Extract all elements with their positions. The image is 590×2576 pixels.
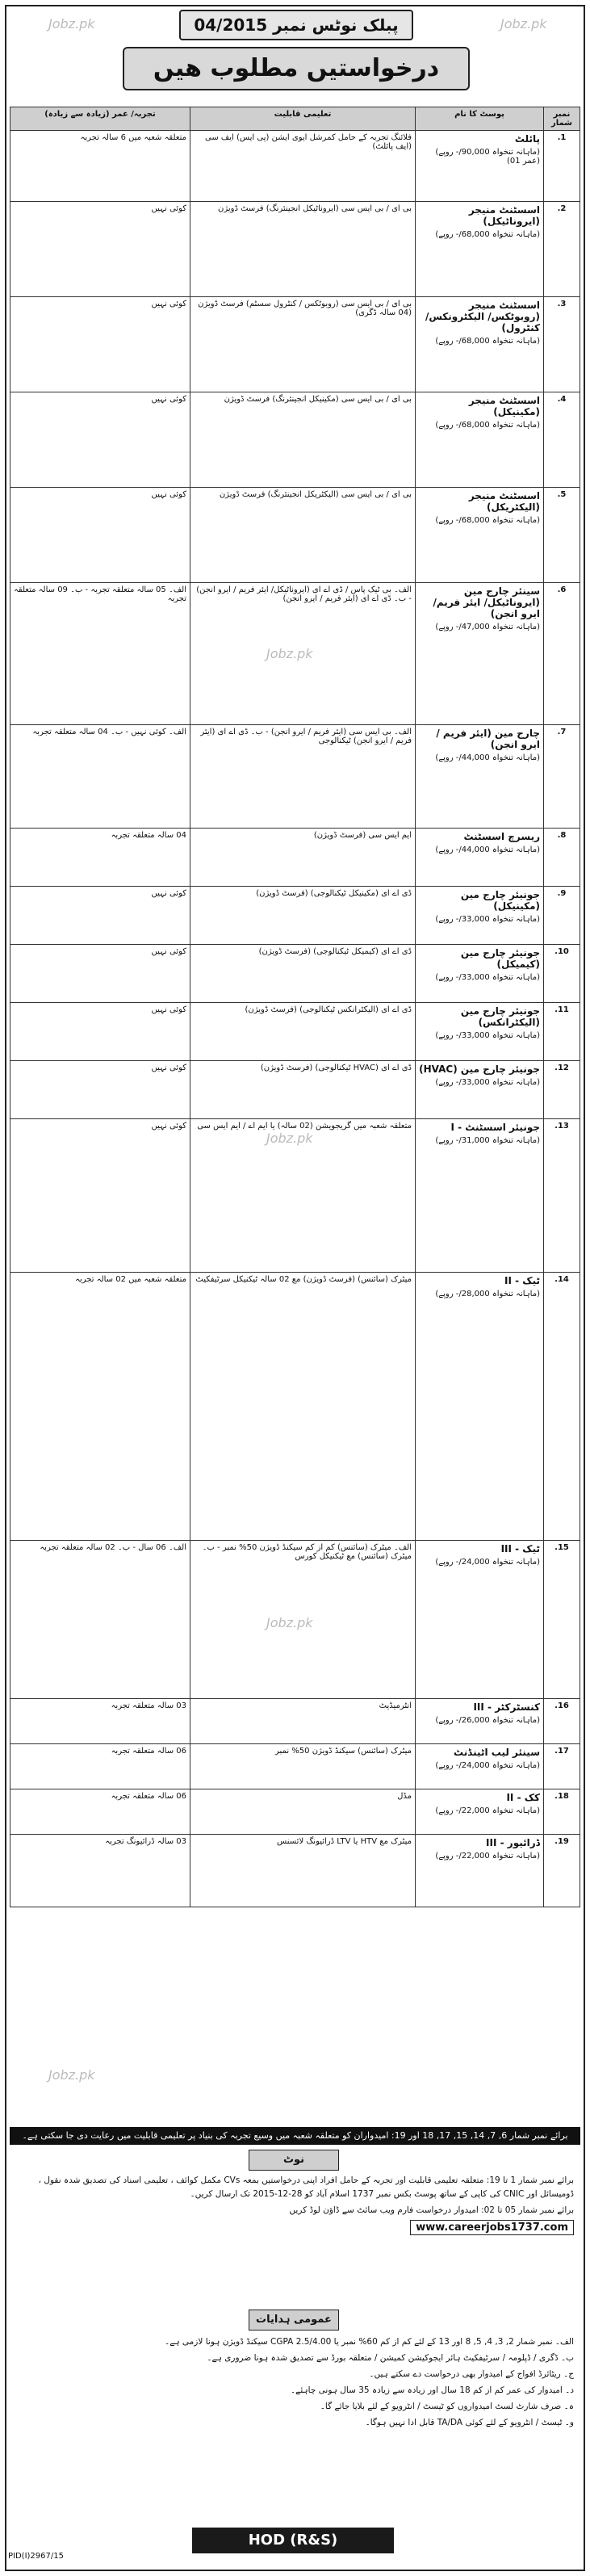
salary-scale: (ماہانہ تنخواہ 47,000/- روپے) xyxy=(435,623,540,631)
row-number: 4. xyxy=(544,392,580,488)
experience-cell: 03 سالہ ڈرائیونگ تجربہ xyxy=(10,1835,190,1907)
qualification-cell: ڈی اے ای (HVAC ٹیکنالوجی) (فرسٹ ڈویژن) xyxy=(190,1061,416,1119)
post-cell xyxy=(416,1744,544,1789)
row-number: 3. xyxy=(544,297,580,392)
post-cell xyxy=(416,202,544,297)
qualification-cell: الف۔ میٹرک (سائنس) کم از کم سیکنڈ ڈویژن 50% نمبر - ب۔ میٹرک (سائنس) مع ٹیکنیکل کورس xyxy=(190,1541,416,1699)
post-title: جونیئر اسسٹنٹ - I xyxy=(450,1122,540,1133)
post-cell xyxy=(416,583,544,725)
header xyxy=(10,10,580,103)
row-number: 18. xyxy=(544,1789,580,1835)
header-post: پوسٹ کا نام xyxy=(416,107,544,131)
general-6: و۔ ٹیسٹ / انٹرویو کے لئے کوئی TA/DA قابل ادا نہیں ہوگا۔ xyxy=(365,2418,574,2427)
salary-scale: (ماہانہ تنخواہ 31,000/- روپے) xyxy=(435,1136,540,1145)
general-4: د۔ امیدوار کی عمر کم از کم 18 سال اور زیادہ سے زیادہ 35 سال ہونی چاہئے۔ xyxy=(291,2385,574,2395)
footer-hod: HOD (R&S) xyxy=(192,2528,394,2553)
post-cell xyxy=(416,488,544,583)
qualification-cell: میٹرک (سائنس) سیکنڈ ڈویژن 50% نمبر xyxy=(190,1744,416,1789)
post-title: چارج مین (ایئر فریم / ایرو انجن) xyxy=(436,728,540,750)
experience-cell: کوئی نہیں xyxy=(10,1061,190,1119)
row-number: 16. xyxy=(544,1699,580,1744)
header-experience: تجربہ/ عمر (زیادہ سے زیادہ) xyxy=(10,107,190,131)
post-cell xyxy=(416,1789,544,1835)
experience-cell: 04 سالہ متعلقہ تجربہ xyxy=(10,829,190,887)
experience-cell: 06 سالہ متعلقہ تجربہ xyxy=(10,1789,190,1835)
post-title: کنسٹرکٹر - III xyxy=(473,1701,540,1713)
watermark: Jobz.pk xyxy=(48,2067,95,2083)
row-number: 19. xyxy=(544,1835,580,1907)
post-cell xyxy=(416,131,544,202)
row-number: 8. xyxy=(544,829,580,887)
qualification-cell: بی ای / بی ایس سی (الیکٹریکل انجینئرنگ) فرسٹ ڈویژن xyxy=(190,488,416,583)
row-number: 1. xyxy=(544,131,580,202)
qualification-cell: ایم ایس سی (فرسٹ ڈویژن) xyxy=(190,829,416,887)
salary-scale: (ماہانہ تنخواہ 24,000/- روپے) xyxy=(435,1761,540,1770)
watermark: Jobz.pk xyxy=(500,16,547,31)
post-title: ریسرچ اسسٹنٹ xyxy=(463,831,540,842)
row-number: 12. xyxy=(544,1061,580,1119)
salary-scale: (ماہانہ تنخواہ 33,000/- روپے) xyxy=(435,1078,540,1087)
general-instructions xyxy=(16,2335,574,2432)
post-cell xyxy=(416,1061,544,1119)
salary-scale: (ماہانہ تنخواہ 68,000/- روپے) xyxy=(435,230,540,239)
page-title: درخواستیں مطلوب ھیں xyxy=(123,47,470,90)
salary-scale: (ماہانہ تنخواہ 33,000/- روپے) xyxy=(435,1031,540,1040)
qualification-cell: میٹرک (سائنس) (فرسٹ ڈویژن) مع 02 سالہ ٹیکنیکل سرٹیفکیٹ xyxy=(190,1273,416,1541)
row-number: 7. xyxy=(544,725,580,829)
qualification-cell: انٹرمیڈیٹ xyxy=(190,1699,416,1744)
row-number: 15. xyxy=(544,1541,580,1699)
table-row xyxy=(10,945,580,1003)
post-title: جونیئر چارج مین (مکینیکل) xyxy=(460,889,540,912)
experience-cell: کوئی نہیں xyxy=(10,202,190,297)
post-cell xyxy=(416,725,544,829)
salary-scale: (ماہانہ تنخواہ 44,000/- روپے) xyxy=(435,753,540,762)
experience-cell: کوئی نہیں xyxy=(10,488,190,583)
general-5: ہ۔ صرف شارٹ لسٹ امیدواروں کو ٹیسٹ / انٹرویو کے لئے بلایا جائے گا۔ xyxy=(320,2402,574,2411)
table-row xyxy=(10,1273,580,1541)
post-cell xyxy=(416,1699,544,1744)
watermark: Jobz.pk xyxy=(266,1131,313,1146)
post-title: جونیئر چارج مین (HVAC) xyxy=(419,1064,540,1075)
general-3: ج۔ ریٹائرڈ افواج کے امیدوار بھی درخواست دے سکتے ہیں۔ xyxy=(369,2369,574,2379)
salary-scale: (ماہانہ تنخواہ 44,000/- روپے) xyxy=(435,845,540,854)
qualification-cell: میٹرک مع HTV یا LTV ڈرائیونگ لائسنس xyxy=(190,1835,416,1907)
experience-cell: کوئی نہیں xyxy=(10,1003,190,1061)
row-number: 13. xyxy=(544,1119,580,1273)
row-number: 11. xyxy=(544,1003,580,1061)
qualification-cell: الف۔ بی ایس سی (ایئر فریم / ایرو انجن) - ب۔ ڈی اے ای (ایئر فریم / ایرو انجن) ٹیکنالوجی xyxy=(190,725,416,829)
qualification-cell: فلائنگ تجربہ کے حامل کمرشل ایوی ایشن (پی ایس) ایف سی (ایف پائلٹ) xyxy=(190,131,416,202)
table-row xyxy=(10,1003,580,1061)
watermark: Jobz.pk xyxy=(266,1615,313,1630)
salary-scale: (ماہانہ تنخواہ 24,000/- روپے) xyxy=(435,1558,540,1567)
watermark: Jobz.pk xyxy=(48,16,95,31)
qualification-cell: ڈی اے ای (کیمیکل ٹیکنالوجی) (فرسٹ ڈویژن) xyxy=(190,945,416,1003)
post-title: جونیئر چارج مین (الیکٹرانکس) xyxy=(460,1005,540,1028)
salary-scale: (ماہانہ تنخواہ 26,000/- روپے) xyxy=(435,1716,540,1725)
post-cell xyxy=(416,1003,544,1061)
table-row xyxy=(10,1699,580,1744)
experience-cell: 06 سالہ متعلقہ تجربہ xyxy=(10,1744,190,1789)
row-number: 10. xyxy=(544,945,580,1003)
salary-scale: (ماہانہ تنخواہ 22,000/- روپے) xyxy=(435,1806,540,1815)
general-1: الف۔ نمبر شمار 2, 3, 4, 5, 8 اور 13 کے لئے کم از کم 60% نمبر یا 2.5/4.00 CGPA سیکنڈ ڈویژن ہونا لازمی ہے۔ xyxy=(165,2337,574,2347)
header-qualification: تعلیمی قابلیت xyxy=(190,107,416,131)
salary-scale: (ماہانہ تنخواہ 22,000/- روپے) xyxy=(435,1852,540,1861)
row-number: 2. xyxy=(544,202,580,297)
note-heading: نوٹ xyxy=(249,2150,339,2171)
website-link[interactable]: www.careerjobs1737.com xyxy=(410,2220,574,2235)
experience-cell: متعلقہ شعبہ میں 02 سالہ تجربہ xyxy=(10,1273,190,1541)
salary-scale: (ماہانہ تنخواہ 68,000/- روپے) xyxy=(435,337,540,346)
salary-scale: (ماہانہ تنخواہ 68,000/- روپے) xyxy=(435,421,540,430)
table-row xyxy=(10,1835,580,1907)
salary-scale: (ماہانہ تنخواہ 33,000/- روپے) xyxy=(435,973,540,982)
jobs-table xyxy=(10,107,580,1907)
salary-scale: (ماہانہ تنخواہ 90,000/- روپے) (عمر 01) xyxy=(435,148,540,166)
qualification-cell: بی ای / بی ایس سی (مکینیکل انجینئرنگ) فرسٹ ڈویژن xyxy=(190,392,416,488)
table-row xyxy=(10,488,580,583)
table-header-row xyxy=(10,107,580,131)
post-cell xyxy=(416,1119,544,1273)
post-title: اسسٹنٹ منیجر (مکینیکل) xyxy=(468,395,540,417)
advertisement-page xyxy=(5,5,585,2571)
post-title: اسسٹنٹ منیجر (ایروناٹیکل) xyxy=(468,204,540,227)
post-title: ڈرائیور - III xyxy=(486,1837,540,1848)
experience-cell: کوئی نہیں xyxy=(10,297,190,392)
qualification-cell: ڈی اے ای (مکینیکل ٹیکنالوجی) (فرسٹ ڈویژن) xyxy=(190,887,416,945)
post-title: ٹیک - II xyxy=(504,1275,540,1286)
post-cell xyxy=(416,829,544,887)
qualification-cell: بی ای / بی ایس سی (ایروناٹیکل انجینئرنگ) فرسٹ ڈویژن xyxy=(190,202,416,297)
row-number: 17. xyxy=(544,1744,580,1789)
pid-number: PID(I)2967/15 xyxy=(8,2552,64,2561)
qualification-cell: مڈل xyxy=(190,1789,416,1835)
qualification-cell: بی ای / بی ایس سی (روبوٹکس / کنٹرول سسٹم) فرسٹ ڈویژن (04 سالہ ڈگری) xyxy=(190,297,416,392)
post-title: کک - II xyxy=(506,1792,540,1803)
qualification-cell: الف۔ بی ٹیک پاس / ڈی اے ای (ایروناٹیکل/ ایئر فریم / ایرو انجن) - ب۔ ڈی اے ای (ایئر فریم / ایرو انجن) xyxy=(190,583,416,725)
header-no: نمبر شمار xyxy=(544,107,580,131)
experience-cell: کوئی نہیں xyxy=(10,887,190,945)
table-row xyxy=(10,297,580,392)
post-cell xyxy=(416,392,544,488)
table-row xyxy=(10,1789,580,1835)
post-cell xyxy=(416,945,544,1003)
table-row xyxy=(10,1744,580,1789)
post-title: سینئر چارج مین (ایروناٹیکل/ ایئر فریم/ ایرو انجن) xyxy=(433,585,540,619)
table-row xyxy=(10,829,580,887)
post-cell xyxy=(416,297,544,392)
table-row xyxy=(10,725,580,829)
post-cell xyxy=(416,1835,544,1907)
post-title: ٹیک - III xyxy=(500,1543,540,1554)
row-number: 14. xyxy=(544,1273,580,1541)
salary-scale: (ماہانہ تنخواہ 28,000/- روپے) xyxy=(435,1290,540,1298)
experience-cell: الف۔ کوئی نہیں - ب۔ 04 سالہ متعلقہ تجربہ xyxy=(10,725,190,829)
qualification-cell: ڈی اے ای (الیکٹرانکس ٹیکنالوجی) (فرسٹ ڈویژن) xyxy=(190,1003,416,1061)
post-title: پائلٹ xyxy=(514,133,540,145)
salary-scale: (ماہانہ تنخواہ 33,000/- روپے) xyxy=(435,915,540,924)
experience-cell: کوئی نہیں xyxy=(10,945,190,1003)
general-heading: عمومی ہدایات xyxy=(249,2310,339,2331)
note-2: برائے نمبر شمار 05 تا 02: امیدوار درخواست فارم ویب سائٹ سے ڈاؤن لوڈ کریں xyxy=(289,2205,574,2215)
notes-block xyxy=(16,2174,574,2238)
general-2: ب۔ ڈگری / ڈپلومہ / سرٹیفکیٹ ہائر ایجوکیشن کمیشن / متعلقہ بورڈ سے تصدیق شدہ ہونا ضروری ہے۔ xyxy=(207,2353,574,2363)
row-number: 5. xyxy=(544,488,580,583)
watermark: Jobz.pk xyxy=(266,646,313,661)
relaxation-strip: برائے نمبر شمار 6, 7, 14, 15, 17, 18 اور 19: امیدواران کو متعلقہ شعبہ میں وسیع تجربہ کی بنیاد پر تعلیمی قابلیت میں رعایت دی جا سکتی ہے۔ xyxy=(10,2127,580,2145)
qualification-cell: متعلقہ شعبہ میں گریجویشن (02 سالہ) یا ایم اے / ایم ایس سی xyxy=(190,1119,416,1273)
experience-cell: الف۔ 06 سال - ب۔ 02 سالہ متعلقہ تجربہ xyxy=(10,1541,190,1699)
post-cell xyxy=(416,887,544,945)
note-1: برائے نمبر شمار 1 تا 19: متعلقہ تعلیمی قابلیت اور تجربہ کے حامل افراد اپنی درخواستیں بمعہ CVs مکمل کوائف ، تعلیمی اسناد کی تصدیق شدہ نقول ، ڈومیسائل اور CNIC کی کاپی کے ساتھ پوسٹ بکس نمبر 1737 اسلام آباد کو 28-12-2015 تک ارسال کریں۔ xyxy=(38,2175,574,2199)
table-row xyxy=(10,131,580,202)
post-title: جونیئر چارج مین (کیمیکل) xyxy=(460,947,540,970)
table-row xyxy=(10,392,580,488)
experience-cell: کوئی نہیں xyxy=(10,392,190,488)
post-title: اسسٹنٹ منیجر (روبوٹکس/ الیکٹرونکس/ کنٹرول) xyxy=(425,300,540,334)
post-cell xyxy=(416,1541,544,1699)
experience-cell: متعلقہ شعبہ میں 6 سالہ تجربہ xyxy=(10,131,190,202)
table-row xyxy=(10,1061,580,1119)
row-number: 9. xyxy=(544,887,580,945)
post-title: اسسٹنٹ منیجر (الیکٹریکل) xyxy=(468,490,540,513)
row-number: 6. xyxy=(544,583,580,725)
salary-scale: (ماہانہ تنخواہ 68,000/- روپے) xyxy=(435,516,540,525)
table-row xyxy=(10,202,580,297)
table-row xyxy=(10,887,580,945)
notice-number: پبلک نوٹس نمبر 04/2015 xyxy=(179,10,413,40)
post-title: سینئر لیب اٹینڈنٹ xyxy=(454,1747,540,1758)
experience-cell: کوئی نہیں xyxy=(10,1119,190,1273)
experience-cell: الف۔ 05 سالہ متعلقہ تجربہ - ب۔ 09 سالہ متعلقہ تجربہ xyxy=(10,583,190,725)
post-cell xyxy=(416,1273,544,1541)
experience-cell: 03 سالہ متعلقہ تجربہ xyxy=(10,1699,190,1744)
